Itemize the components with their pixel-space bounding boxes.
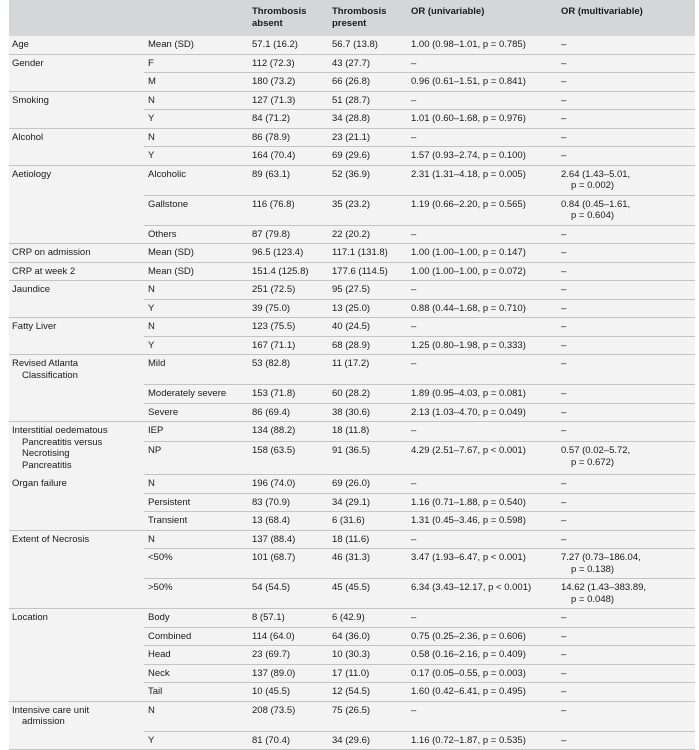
variable-cell: CRP on admission bbox=[9, 244, 144, 263]
univariable-cell: – bbox=[407, 355, 557, 385]
variable-cell: Jaundice bbox=[9, 281, 144, 300]
level-cell: Transient bbox=[144, 512, 248, 531]
present-cell: 60 (28.2) bbox=[328, 385, 407, 404]
univariable-cell: – bbox=[407, 54, 557, 73]
absent-cell: 158 (63.5) bbox=[248, 442, 328, 475]
variable-cell bbox=[9, 299, 144, 318]
table-row bbox=[9, 701, 695, 731]
absent-cell: 54 (54.5) bbox=[248, 579, 328, 609]
univariable-cell: – bbox=[407, 281, 557, 300]
present-cell: 66 (26.8) bbox=[328, 73, 407, 92]
present-cell: 34 (28.8) bbox=[328, 110, 407, 129]
table-row bbox=[9, 318, 695, 337]
present-cell: 12 (54.5) bbox=[328, 683, 407, 702]
variable-cell: Interstitial oedematous Pancreatitis versus Necrotising Pancreatitis bbox=[9, 422, 144, 475]
absent-cell: 164 (70.4) bbox=[248, 147, 328, 166]
multivariable-cell: – bbox=[557, 683, 695, 702]
present-cell: 56.7 (13.8) bbox=[328, 36, 407, 54]
table-row bbox=[9, 73, 695, 92]
level-cell: Y bbox=[144, 147, 248, 166]
absent-cell: 10 (45.5) bbox=[248, 683, 328, 702]
table-row bbox=[9, 664, 695, 683]
variable-cell: Age bbox=[9, 36, 144, 54]
absent-cell: 83 (70.9) bbox=[248, 493, 328, 512]
univariable-cell: 1.16 (0.71–1.88, p = 0.540) bbox=[407, 493, 557, 512]
absent-cell: 13 (68.4) bbox=[248, 512, 328, 531]
present-cell: 69 (26.0) bbox=[328, 475, 407, 494]
header-thrombosis-present: Thrombosis present bbox=[328, 0, 407, 36]
absent-cell: 96.5 (123.4) bbox=[248, 244, 328, 263]
table-row bbox=[9, 475, 695, 494]
variable-cell: Alcohol bbox=[9, 128, 144, 147]
table-row bbox=[9, 403, 695, 422]
multivariable-cell: – bbox=[557, 422, 695, 442]
present-cell: 23 (21.1) bbox=[328, 128, 407, 147]
results-table bbox=[9, 0, 695, 750]
multivariable-cell: – bbox=[557, 609, 695, 628]
present-cell: 43 (27.7) bbox=[328, 54, 407, 73]
absent-cell: 134 (88.2) bbox=[248, 422, 328, 442]
level-cell: Y bbox=[144, 110, 248, 129]
table-row bbox=[9, 54, 695, 73]
present-cell: 35 (23.2) bbox=[328, 195, 407, 225]
table-row bbox=[9, 165, 695, 195]
level-cell: Neck bbox=[144, 664, 248, 683]
absent-cell: 87 (79.8) bbox=[248, 225, 328, 244]
multivariable-cell: – bbox=[557, 318, 695, 337]
variable-cell bbox=[9, 512, 144, 531]
absent-cell: 23 (69.7) bbox=[248, 646, 328, 665]
level-cell: Y bbox=[144, 336, 248, 355]
present-cell: 75 (26.5) bbox=[328, 701, 407, 731]
variable-cell: Fatty Liver bbox=[9, 318, 144, 337]
present-cell: 13 (25.0) bbox=[328, 299, 407, 318]
level-cell: Mild bbox=[144, 355, 248, 385]
univariable-cell: 1.16 (0.72–1.87, p = 0.535) bbox=[407, 731, 557, 750]
univariable-cell: 2.31 (1.31–4.18, p = 0.005) bbox=[407, 165, 557, 195]
absent-cell: 57.1 (16.2) bbox=[248, 36, 328, 54]
level-cell: Mean (SD) bbox=[144, 262, 248, 281]
multivariable-cell: 0.84 (0.45–1.61, p = 0.604) bbox=[557, 195, 695, 225]
multivariable-cell: 7.27 (0.73–186.04, p = 0.138) bbox=[557, 549, 695, 579]
variable-cell: Extent of Necrosis bbox=[9, 530, 144, 549]
univariable-cell: 1.01 (0.60–1.68, p = 0.976) bbox=[407, 110, 557, 129]
present-cell: 6 (42.9) bbox=[328, 609, 407, 628]
table-row bbox=[9, 225, 695, 244]
header-variable bbox=[9, 0, 144, 36]
present-cell: 18 (11.6) bbox=[328, 530, 407, 549]
present-cell: 10 (30.3) bbox=[328, 646, 407, 665]
univariable-cell: – bbox=[407, 128, 557, 147]
multivariable-cell: – bbox=[557, 403, 695, 422]
univariable-cell: 1.57 (0.93–2.74, p = 0.100) bbox=[407, 147, 557, 166]
variable-cell: Aetiology bbox=[9, 165, 144, 195]
table-row bbox=[9, 385, 695, 404]
table-row bbox=[9, 128, 695, 147]
multivariable-cell: – bbox=[557, 225, 695, 244]
table-row bbox=[9, 262, 695, 281]
present-cell: 68 (28.9) bbox=[328, 336, 407, 355]
multivariable-cell: – bbox=[557, 36, 695, 54]
level-cell: N bbox=[144, 91, 248, 110]
absent-cell: 137 (89.0) bbox=[248, 664, 328, 683]
level-cell: F bbox=[144, 54, 248, 73]
level-cell: <50% bbox=[144, 549, 248, 579]
absent-cell: 151.4 (125.8) bbox=[248, 262, 328, 281]
variable-cell bbox=[9, 731, 144, 750]
variable-cell: Revised Atlanta Classification bbox=[9, 355, 144, 385]
univariable-cell: 0.58 (0.16–2.16, p = 0.409) bbox=[407, 646, 557, 665]
present-cell: 34 (29.6) bbox=[328, 731, 407, 750]
absent-cell: 123 (75.5) bbox=[248, 318, 328, 337]
absent-cell: 114 (64.0) bbox=[248, 627, 328, 646]
table-row bbox=[9, 646, 695, 665]
level-cell: N bbox=[144, 530, 248, 549]
absent-cell: 251 (72.5) bbox=[248, 281, 328, 300]
absent-cell: 112 (72.3) bbox=[248, 54, 328, 73]
variable-cell bbox=[9, 493, 144, 512]
univariable-cell: 1.60 (0.42–6.41, p = 0.495) bbox=[407, 683, 557, 702]
multivariable-cell: – bbox=[557, 54, 695, 73]
absent-cell: 8 (57.1) bbox=[248, 609, 328, 628]
univariable-cell: 1.00 (1.00–1.00, p = 0.147) bbox=[407, 244, 557, 263]
present-cell: 52 (36.9) bbox=[328, 165, 407, 195]
multivariable-cell: 2.64 (1.43–5.01, p = 0.002) bbox=[557, 165, 695, 195]
multivariable-cell: – bbox=[557, 262, 695, 281]
univariable-cell: – bbox=[407, 318, 557, 337]
absent-cell: 153 (71.8) bbox=[248, 385, 328, 404]
multivariable-cell: – bbox=[557, 336, 695, 355]
absent-cell: 39 (75.0) bbox=[248, 299, 328, 318]
variable-cell bbox=[9, 683, 144, 702]
variable-cell bbox=[9, 336, 144, 355]
variable-cell bbox=[9, 385, 144, 404]
univariable-cell: – bbox=[407, 530, 557, 549]
multivariable-cell: – bbox=[557, 244, 695, 263]
table-row bbox=[9, 299, 695, 318]
table-header bbox=[9, 0, 695, 36]
univariable-cell: 0.96 (0.61–1.51, p = 0.841) bbox=[407, 73, 557, 92]
univariable-cell: – bbox=[407, 225, 557, 244]
table-body bbox=[9, 36, 695, 750]
variable-cell: Gender bbox=[9, 54, 144, 73]
multivariable-cell: 0.57 (0.02–5.72, p = 0.672) bbox=[557, 442, 695, 475]
level-cell: Y bbox=[144, 731, 248, 750]
table-row bbox=[9, 36, 695, 54]
multivariable-cell: – bbox=[557, 385, 695, 404]
variable-cell bbox=[9, 549, 144, 579]
univariable-cell: 0.75 (0.25–2.36, p = 0.606) bbox=[407, 627, 557, 646]
absent-cell: 86 (69.4) bbox=[248, 403, 328, 422]
level-cell: M bbox=[144, 73, 248, 92]
univariable-cell: – bbox=[407, 422, 557, 442]
univariable-cell: 6.34 (3.43–12.17, p < 0.001) bbox=[407, 579, 557, 609]
table-row bbox=[9, 530, 695, 549]
level-cell: Head bbox=[144, 646, 248, 665]
variable-cell bbox=[9, 110, 144, 129]
variable-cell bbox=[9, 646, 144, 665]
present-cell: 69 (29.6) bbox=[328, 147, 407, 166]
multivariable-cell: – bbox=[557, 512, 695, 531]
multivariable-cell: – bbox=[557, 147, 695, 166]
level-cell: Severe bbox=[144, 403, 248, 422]
multivariable-cell: – bbox=[557, 731, 695, 750]
univariable-cell: 1.31 (0.45–3.46, p = 0.598) bbox=[407, 512, 557, 531]
univariable-cell: 1.89 (0.95–4.03, p = 0.081) bbox=[407, 385, 557, 404]
table-row bbox=[9, 422, 695, 442]
variable-cell bbox=[9, 627, 144, 646]
present-cell: 117.1 (131.8) bbox=[328, 244, 407, 263]
multivariable-cell: – bbox=[557, 530, 695, 549]
table-row bbox=[9, 91, 695, 110]
univariable-cell: 1.25 (0.80–1.98, p = 0.333) bbox=[407, 336, 557, 355]
table-row bbox=[9, 549, 695, 579]
absent-cell: 81 (70.4) bbox=[248, 731, 328, 750]
level-cell: Body bbox=[144, 609, 248, 628]
variable-cell bbox=[9, 403, 144, 422]
multivariable-cell: – bbox=[557, 646, 695, 665]
level-cell: Gallstone bbox=[144, 195, 248, 225]
univariable-cell: 2.13 (1.03–4.70, p = 0.049) bbox=[407, 403, 557, 422]
present-cell: 51 (28.7) bbox=[328, 91, 407, 110]
level-cell: N bbox=[144, 701, 248, 731]
univariable-cell: 4.29 (2.51–7.67, p < 0.001) bbox=[407, 442, 557, 475]
header-level bbox=[144, 0, 248, 36]
table-row bbox=[9, 110, 695, 129]
variable-cell bbox=[9, 225, 144, 244]
present-cell: 17 (11.0) bbox=[328, 664, 407, 683]
variable-cell: Smoking bbox=[9, 91, 144, 110]
level-cell: IEP bbox=[144, 422, 248, 442]
multivariable-cell: – bbox=[557, 664, 695, 683]
multivariable-cell: 14.62 (1.43–383.89, p = 0.048) bbox=[557, 579, 695, 609]
table-row bbox=[9, 281, 695, 300]
multivariable-cell: – bbox=[557, 493, 695, 512]
present-cell: 34 (29.1) bbox=[328, 493, 407, 512]
absent-cell: 127 (71.3) bbox=[248, 91, 328, 110]
level-cell: N bbox=[144, 475, 248, 494]
univariable-cell: 1.00 (0.98–1.01, p = 0.785) bbox=[407, 36, 557, 54]
univariable-cell: – bbox=[407, 701, 557, 731]
multivariable-cell: – bbox=[557, 91, 695, 110]
table-row bbox=[9, 627, 695, 646]
univariable-cell: 1.19 (0.66–2.20, p = 0.565) bbox=[407, 195, 557, 225]
variable-cell: Location bbox=[9, 609, 144, 628]
table-row bbox=[9, 493, 695, 512]
table-row bbox=[9, 609, 695, 628]
variable-cell: Organ failure bbox=[9, 475, 144, 494]
header-thrombosis-absent: Thrombosis absent bbox=[248, 0, 328, 36]
univariable-cell: 0.88 (0.44–1.68, p = 0.710) bbox=[407, 299, 557, 318]
table-row bbox=[9, 512, 695, 531]
level-cell: >50% bbox=[144, 579, 248, 609]
absent-cell: 196 (74.0) bbox=[248, 475, 328, 494]
univariable-cell: 0.17 (0.05–0.55, p = 0.003) bbox=[407, 664, 557, 683]
variable-cell bbox=[9, 579, 144, 609]
multivariable-cell: – bbox=[557, 475, 695, 494]
multivariable-cell: – bbox=[557, 701, 695, 731]
absent-cell: 137 (88.4) bbox=[248, 530, 328, 549]
absent-cell: 180 (73.2) bbox=[248, 73, 328, 92]
table-row bbox=[9, 244, 695, 263]
multivariable-cell: – bbox=[557, 110, 695, 129]
level-cell: N bbox=[144, 281, 248, 300]
variable-cell: CRP at week 2 bbox=[9, 262, 144, 281]
level-cell: N bbox=[144, 318, 248, 337]
level-cell: Others bbox=[144, 225, 248, 244]
multivariable-cell: – bbox=[557, 355, 695, 385]
present-cell: 22 (20.2) bbox=[328, 225, 407, 244]
multivariable-cell: – bbox=[557, 281, 695, 300]
present-cell: 64 (36.0) bbox=[328, 627, 407, 646]
level-cell: N bbox=[144, 128, 248, 147]
absent-cell: 86 (78.9) bbox=[248, 128, 328, 147]
level-cell: Mean (SD) bbox=[144, 244, 248, 263]
header-or-multivariable: OR (multivariable) bbox=[557, 0, 695, 36]
variable-cell bbox=[9, 147, 144, 166]
univariable-cell: – bbox=[407, 609, 557, 628]
table-row bbox=[9, 355, 695, 385]
present-cell: 18 (11.8) bbox=[328, 422, 407, 442]
present-cell: 45 (45.5) bbox=[328, 579, 407, 609]
level-cell: Tail bbox=[144, 683, 248, 702]
multivariable-cell: – bbox=[557, 73, 695, 92]
level-cell: Alcoholic bbox=[144, 165, 248, 195]
multivariable-cell: – bbox=[557, 627, 695, 646]
absent-cell: 89 (63.1) bbox=[248, 165, 328, 195]
variable-cell: Intensive care unit admission bbox=[9, 701, 144, 731]
absent-cell: 84 (71.2) bbox=[248, 110, 328, 129]
level-cell: Moderately severe bbox=[144, 385, 248, 404]
table-row bbox=[9, 147, 695, 166]
level-cell: Mean (SD) bbox=[144, 36, 248, 54]
table-row bbox=[9, 195, 695, 225]
level-cell: Y bbox=[144, 299, 248, 318]
table-row bbox=[9, 579, 695, 609]
table-row bbox=[9, 683, 695, 702]
variable-cell bbox=[9, 664, 144, 683]
absent-cell: 101 (68.7) bbox=[248, 549, 328, 579]
present-cell: 46 (31.3) bbox=[328, 549, 407, 579]
multivariable-cell: – bbox=[557, 128, 695, 147]
level-cell: NP bbox=[144, 442, 248, 475]
univariable-cell: 1.00 (1.00–1.00, p = 0.072) bbox=[407, 262, 557, 281]
present-cell: 177.6 (114.5) bbox=[328, 262, 407, 281]
absent-cell: 167 (71.1) bbox=[248, 336, 328, 355]
multivariable-cell: – bbox=[557, 299, 695, 318]
univariable-cell: – bbox=[407, 91, 557, 110]
table-row bbox=[9, 731, 695, 750]
absent-cell: 208 (73.5) bbox=[248, 701, 328, 731]
level-cell: Persistent bbox=[144, 493, 248, 512]
present-cell: 38 (30.6) bbox=[328, 403, 407, 422]
level-cell: Combined bbox=[144, 627, 248, 646]
header-row bbox=[9, 0, 695, 36]
variable-cell bbox=[9, 195, 144, 225]
univariable-cell: – bbox=[407, 475, 557, 494]
table-row bbox=[9, 336, 695, 355]
present-cell: 40 (24.5) bbox=[328, 318, 407, 337]
present-cell: 6 (31.6) bbox=[328, 512, 407, 531]
header-or-univariable: OR (univariable) bbox=[407, 0, 557, 36]
univariable-cell: 3.47 (1.93–6.47, p < 0.001) bbox=[407, 549, 557, 579]
absent-cell: 53 (82.8) bbox=[248, 355, 328, 385]
present-cell: 91 (36.5) bbox=[328, 442, 407, 475]
present-cell: 11 (17.2) bbox=[328, 355, 407, 385]
variable-cell bbox=[9, 73, 144, 92]
present-cell: 95 (27.5) bbox=[328, 281, 407, 300]
absent-cell: 116 (76.8) bbox=[248, 195, 328, 225]
